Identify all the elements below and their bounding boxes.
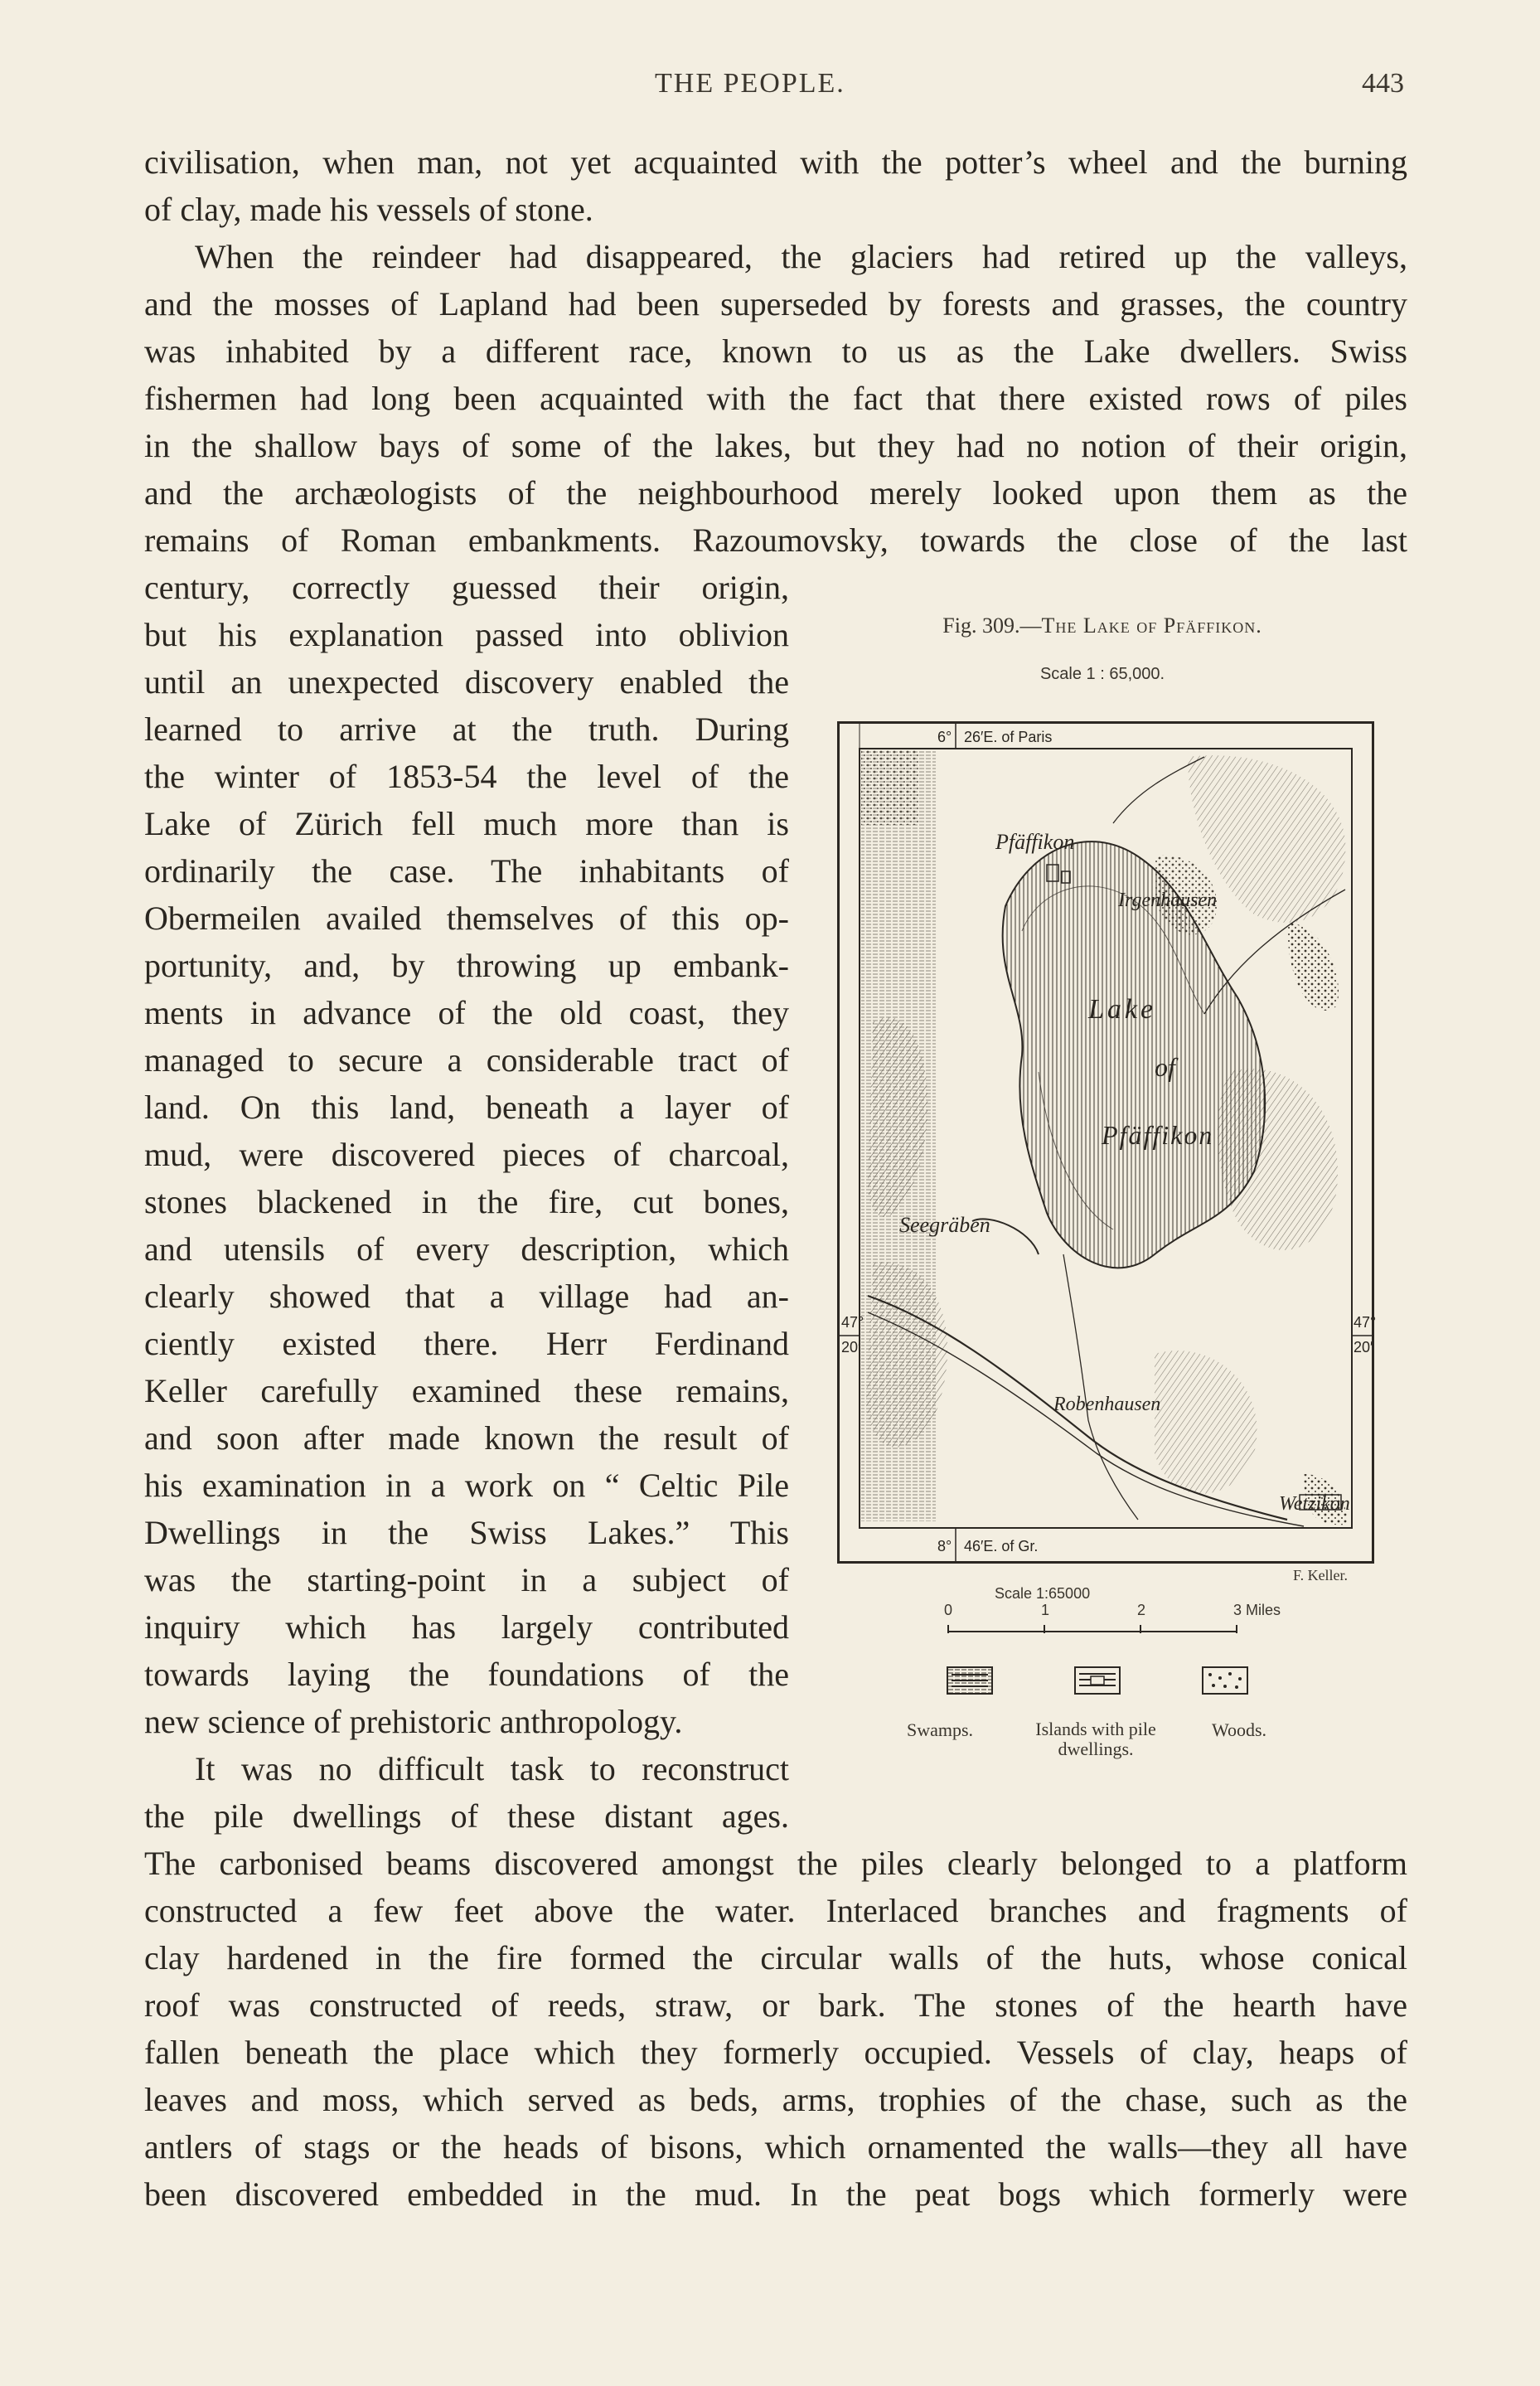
text-line: century, correctly guessed their origin, (144, 569, 789, 606)
legend-label-woods: Woods. (1211, 1719, 1267, 1740)
map-coord-bottom-meridian: 46′E. of Gr. (964, 1538, 1039, 1554)
text-line: Obermeilen availed themselves of this op- (144, 900, 789, 937)
text-line: land. On this land, beneath a layer of (144, 1089, 789, 1126)
text-line: was inhabited by a different race, known to us as the Lake dwellers. Swiss (144, 332, 1407, 370)
text-line: mud, were discovered pieces of charcoal, (144, 1136, 789, 1173)
text-line: fallen beneath the place which they formerly occupied. Vessels of clay, heaps of (144, 2034, 1407, 2071)
figure-label: Fig. 309.— (942, 613, 1042, 638)
text-line: his examination in a work on “ Celtic Pile (144, 1467, 789, 1504)
scale-tick: 2 (1137, 1602, 1146, 1618)
legend-swatch-woods (1202, 1666, 1248, 1695)
text-line: managed to secure a considerable tract of (144, 1041, 789, 1079)
text-line: the winter of 1853-54 the level of the (144, 758, 789, 795)
text-line: and utensils of every description, which (144, 1230, 789, 1268)
map-place-seegraben: Seegräben (899, 1213, 990, 1237)
map-coord-top-meridian: 26′E. of Paris (964, 729, 1053, 745)
page-number: 443 (1362, 68, 1404, 99)
scale-tick: 0 (944, 1602, 953, 1618)
map-coord-bottom-deg: 8° (937, 1538, 952, 1554)
text-line: inquiry which has largely contributed (144, 1608, 789, 1646)
map-coord-top-deg: 6° (937, 729, 952, 745)
legend-label-swamps: Swamps. (906, 1719, 974, 1740)
text-line: learned to arrive at the truth. During (144, 710, 789, 748)
text-line: remains of Roman embankments. Razoumovsky, towards the close of the last (144, 521, 1407, 559)
map-lake-word-2: of (1155, 1052, 1175, 1082)
text-line: ciently existed there. Herr Ferdinand (144, 1325, 789, 1362)
map-coord-lat-left-min: 20′ (841, 1339, 861, 1355)
legend-label-islands: Islands with pile dwellings. (1035, 1719, 1156, 1759)
text-line: Keller carefully examined these remains, (144, 1372, 789, 1409)
scale-bar-title: Scale 1:65000 (995, 1585, 1091, 1602)
text-line: in the shallow bays of some of the lakes, but they had no notion of their origin, (144, 427, 1407, 464)
text-line: and the archæologists of the neighbourhood merely looked upon them as the (144, 474, 1407, 512)
text-line: portunity, and, by throwing up embank- (144, 947, 789, 984)
text-line: When the reindeer had disappeared, the glaciers had retired up the valleys, (195, 238, 1407, 275)
map-figure (837, 721, 1377, 1564)
text-line: leaves and moss, which served as beds, arms, trophies of the chase, such as the (144, 2081, 1407, 2118)
map-place-pfaffikon: Pfäffikon (995, 830, 1075, 854)
text-line: It was no difficult task to reconstruct (195, 1750, 789, 1787)
text-line: of clay, made his vessels of stone. (144, 191, 593, 228)
scale-tick: 3 Miles (1233, 1602, 1281, 1618)
text-line: Dwellings in the Swiss Lakes.” This (144, 1514, 789, 1551)
text-line: and soon after made known the result of (144, 1419, 789, 1457)
figure-title: The Lake of Pfäffikon. (1041, 613, 1262, 638)
text-line: fishermen had long been acquainted with the fact that there existed rows of piles (144, 380, 1407, 417)
map-place-robenhausen: Robenhausen (1053, 1394, 1161, 1415)
text-line: new science of prehistoric anthropology. (144, 1703, 683, 1740)
legend-swatch-islands (1074, 1666, 1121, 1695)
text-line: but his explanation passed into oblivion (144, 616, 789, 653)
map-coord-lat-right-deg: 47° (1354, 1314, 1377, 1331)
text-line: Lake of Zürich fell much more than is (144, 805, 789, 842)
text-line: and the mosses of Lapland had been superseded by forests and grasses, the country (144, 285, 1407, 322)
text-line: was the starting-point in a subject of (144, 1561, 789, 1598)
scale-bar (945, 1617, 1243, 1637)
text-line: The carbonised beams discovered amongst the piles clearly belonged to a platform (144, 1845, 1407, 1882)
map-place-wetzikon: Wetzikon (1279, 1493, 1350, 1515)
text-line: antlers of stags or the heads of bisons, which ornamented the walls—they all have (144, 2128, 1407, 2165)
figure-caption (837, 613, 1368, 638)
text-line: until an unexpected discovery enabled the (144, 663, 789, 701)
text-line: clay hardened in the fire formed the circular walls of the huts, whose conical (144, 1939, 1407, 1976)
text-line: constructed a few feet above the water. Interlaced branches and fragments of (144, 1892, 1407, 1929)
text-line: towards laying the foundations of the (144, 1656, 789, 1693)
figure-scale: Scale 1 : 65,000. (1039, 665, 1165, 683)
map-place-irgenhausen: Irgenhausen (1118, 890, 1218, 911)
running-head (0, 68, 1540, 109)
running-title: THE PEOPLE. (655, 68, 845, 99)
figure-credit: F. Keller. (1293, 1567, 1349, 1583)
scale-tick: 1 (1041, 1602, 1050, 1618)
text-line: civilisation, when man, not yet acquainted with the potter’s wheel and the burning (144, 143, 1407, 181)
legend-swatch-swamps (947, 1666, 993, 1695)
text-line: the pile dwellings of these distant ages. (144, 1797, 789, 1835)
text-line: ments in advance of the old coast, they (144, 994, 789, 1031)
text-line: clearly showed that a village had an- (144, 1278, 789, 1315)
map-coord-lat-right-min: 20′ (1354, 1339, 1373, 1355)
text-line: been discovered embedded in the mud. In the peat bogs which formerly were (144, 2175, 1407, 2213)
map-lake-word-3: Pfäffikon (1102, 1120, 1214, 1150)
map-coord-lat-left-deg: 47° (841, 1314, 864, 1331)
text-line: stones blackened in the fire, cut bones, (144, 1183, 789, 1220)
text-line: ordinarily the case. The inhabitants of (144, 852, 789, 890)
map-lake-word-1: Lake (1088, 994, 1157, 1025)
text-line: roof was constructed of reeds, straw, or bark. The stones of the hearth have (144, 1986, 1407, 2024)
